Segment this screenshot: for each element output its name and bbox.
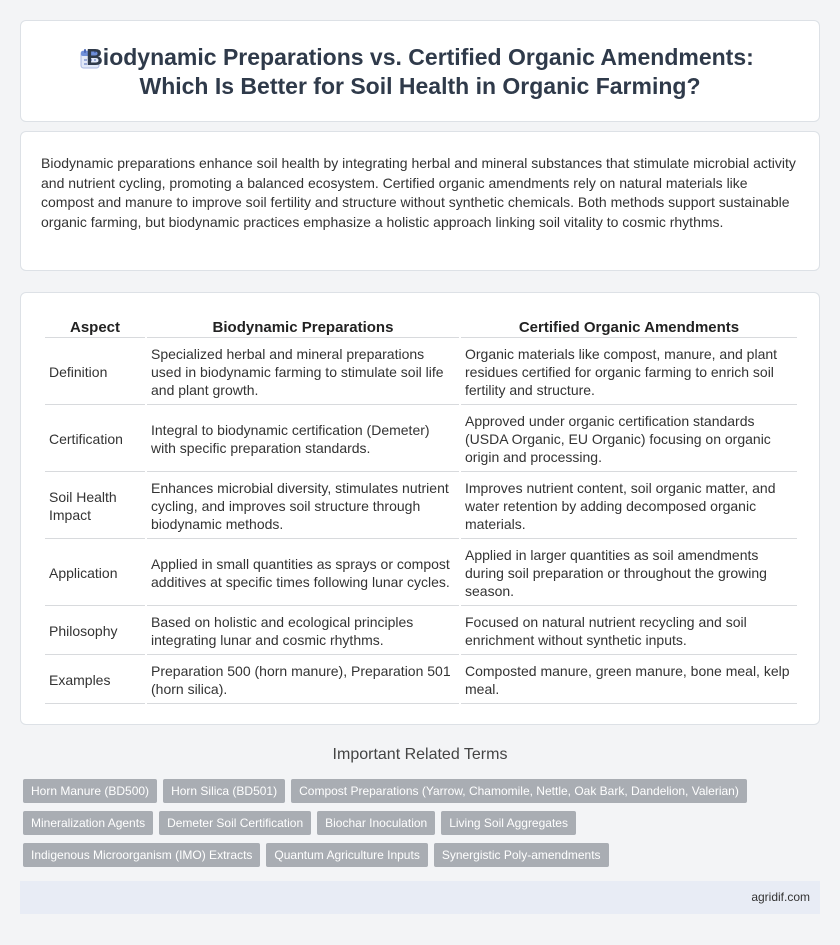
biodynamic-cell: Based on holistic and ecological principles integrating lunar and cosmic rhythms. [147,608,459,655]
table-row [45,657,797,704]
footer-bar [20,881,820,914]
table-row [45,608,797,655]
related-term-tag[interactable]: Horn Silica (BD501) [163,779,285,803]
related-term-tag[interactable]: Mineralization Agents [23,811,153,835]
organic-cell: Applied in larger quantities as soil amendments during soil preparation or throughout the growing season. [461,541,797,606]
biodynamic-cell: Applied in small quantities as sprays or compost additives at specific times following lunar cycles. [147,541,459,606]
related-terms-heading: Important Related Terms [332,746,508,763]
intro-card [20,131,820,271]
aspect-cell: Certification [45,407,145,472]
related-term-tag[interactable]: Biochar Inoculation [317,811,435,835]
aspect-cell: Soil Health Impact [45,474,145,539]
organic-cell: Focused on natural nutrient recycling and soil enrichment without synthetic inputs. [461,608,797,655]
table-row [45,541,797,606]
organic-cell: Composted manure, green manure, bone meal, kelp meal. [461,657,797,704]
title-card [20,20,820,122]
related-term-tag[interactable]: Horn Manure (BD500) [23,779,157,803]
aspect-cell: Definition [45,340,145,405]
comparison-table [43,316,799,706]
column-header-aspect: Aspect [45,318,145,338]
intro-paragraph: Biodynamic preparations enhance soil health by integrating herbal and mineral substances that stimulate microbial activity and nutrient cycling, promoting a balanced ecosystem. Certified organic amendments rely on natural materials like compost and manure to improve soil fertility and structure without synthetic chemicals. Both methods support sustainable organic farming, but biodynamic practices emphasize a holistic approach linking soil vitality to cosmic rhythms. [41,155,796,230]
comparison-card [20,292,820,725]
biodynamic-cell: Enhances microbial diversity, stimulates nutrient cycling, and improves soil structure through biodynamic methods. [147,474,459,539]
organic-cell: Approved under organic certification standards (USDA Organic, EU Organic) focusing on organic origin and processing. [461,407,797,472]
related-term-tag[interactable]: Compost Preparations (Yarrow, Chamomile, Nettle, Oak Bark, Dandelion, Valerian) [291,779,747,803]
column-header-biodynamic: Biodynamic Preparations [147,318,459,338]
organic-cell: Organic materials like compost, manure, and plant residues certified for organic farming to enrich soil fertility and structure. [461,340,797,405]
related-term-tag[interactable]: Synergistic Poly-amendments [434,843,609,867]
tag-row [23,779,783,803]
table-row [45,340,797,405]
biodynamic-cell: Specialized herbal and mineral preparations used in biodynamic farming to stimulate soil life and plant growth. [147,340,459,405]
aspect-cell: Examples [45,657,145,704]
aspect-cell: Philosophy [45,608,145,655]
site-link[interactable]: agridif.com [751,890,810,904]
related-terms-list [23,779,783,875]
tag-row [23,811,783,835]
biodynamic-cell: Integral to biodynamic certification (Demeter) with specific preparation standards. [147,407,459,472]
column-header-organic: Certified Organic Amendments [461,318,797,338]
biodynamic-cell: Preparation 500 (horn manure), Preparation 501 (horn silica). [147,657,459,704]
page-title-line-2: Which Is Better for Soil Health in Organic Farming? [139,73,701,99]
page-title-line-1: Biodynamic Preparations vs. Certified Organic Amendments: [86,44,754,70]
organic-cell: Improves nutrient content, soil organic matter, and water retention by adding decomposed organic materials. [461,474,797,539]
related-term-tag[interactable]: Indigenous Microorganism (IMO) Extracts [23,843,260,867]
page-title [21,43,819,101]
related-term-tag[interactable]: Demeter Soil Certification [159,811,311,835]
table-header-row [45,318,797,338]
tag-row [23,843,783,867]
table-row [45,407,797,472]
table-row [45,474,797,539]
related-term-tag[interactable]: Quantum Agriculture Inputs [266,843,427,867]
related-term-tag[interactable]: Living Soil Aggregates [441,811,576,835]
aspect-cell: Application [45,541,145,606]
